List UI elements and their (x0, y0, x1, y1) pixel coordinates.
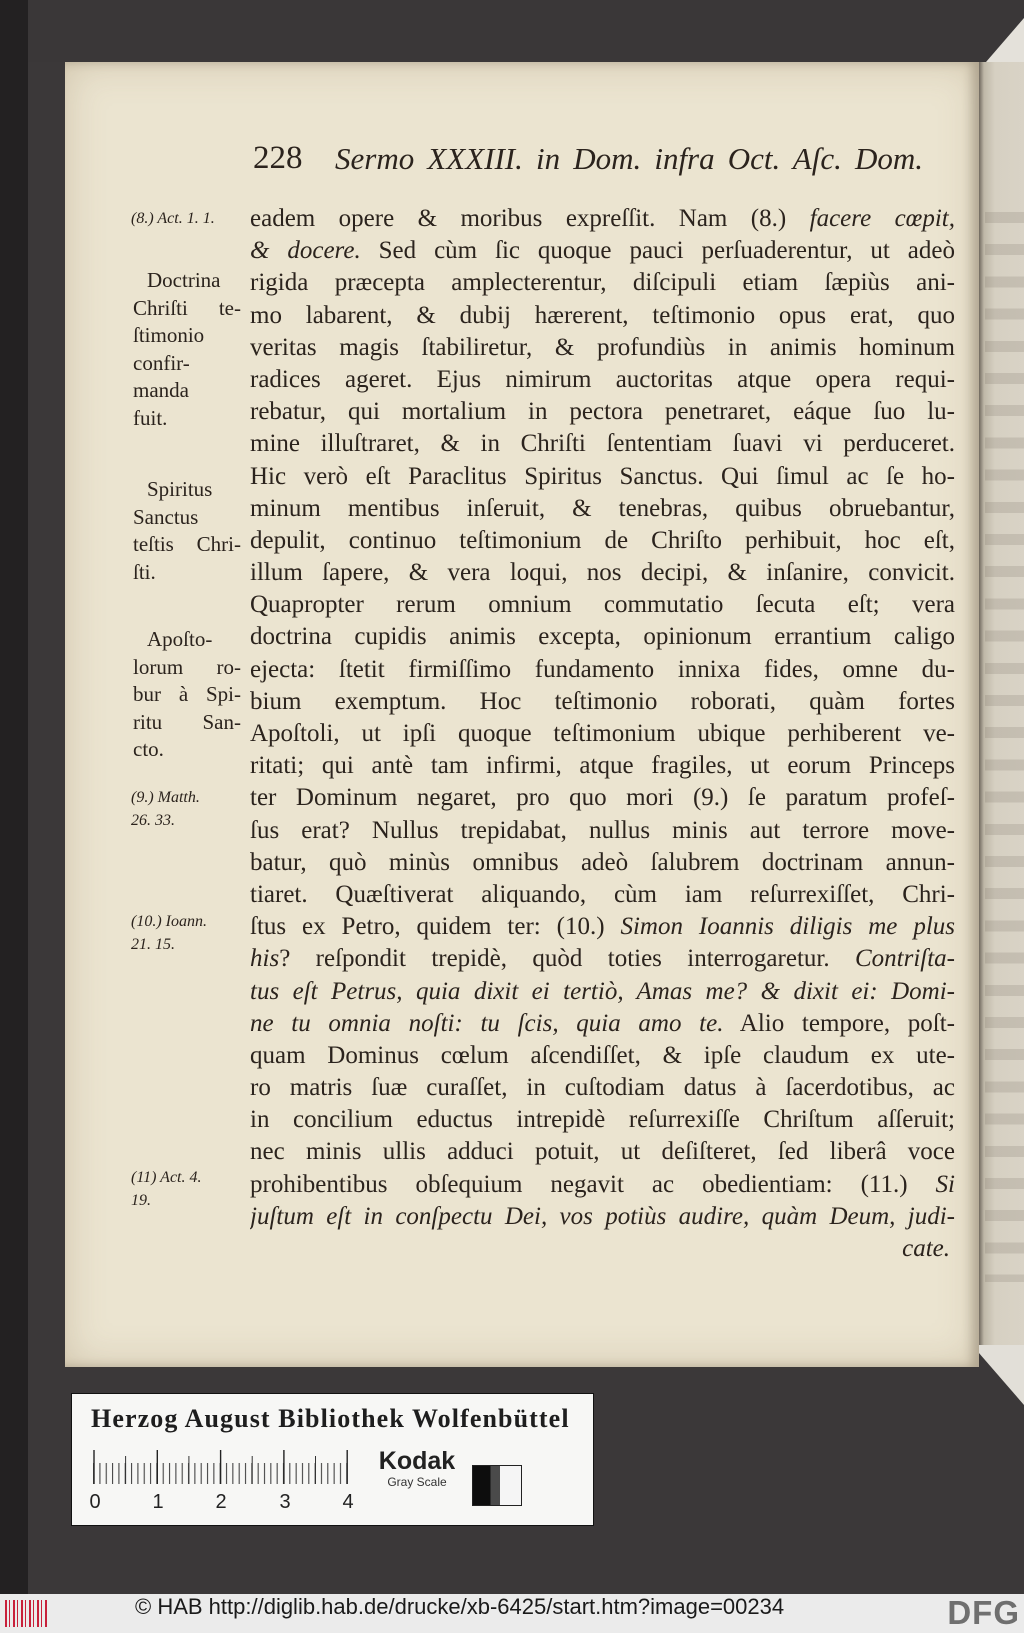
adjacent-page-edge (979, 62, 1024, 1352)
margin-note-doctrina (133, 267, 241, 433)
text-segment: batur, quò minùs omnibus adeò ſalubrem doctrinam annun- (250, 848, 955, 876)
margin-reference-line: 21. 15. (131, 936, 175, 953)
text-segment: eadem opere & moribus expreſſit. Nam (8.) (250, 205, 810, 232)
text-segment: rigida præcepta amplecterentur, diſcipuli etiam ſæpiùs ani- (250, 269, 955, 297)
text-line (250, 911, 955, 943)
margin-note-line: lorum ro- (133, 654, 241, 679)
text-line (250, 847, 955, 879)
italic-text-segment: his (250, 945, 280, 973)
final-word: cate. (902, 1235, 950, 1262)
margin-note-line: Sanctus (133, 504, 199, 529)
text-line (250, 943, 955, 975)
footer-bar (0, 1594, 1024, 1633)
margin-reference-line: (11) Act. 4. (131, 1169, 202, 1186)
text-line (250, 1169, 955, 1201)
margin-note-line: ſti. (133, 559, 156, 584)
text-segment: ſtus ex Petro, quidem ter: (10.) (250, 913, 621, 941)
margin-reference-line: (10.) Ioann. (131, 913, 207, 930)
margin-note-spiritus (133, 476, 241, 586)
text-line (250, 557, 955, 589)
text-segment: depulit, continuo teſtimonium de Chriſto perhibuit, hoc eſt, (250, 526, 955, 554)
italic-text-segment: tus eſt Petrus, quia dixit ei tertiò, Amas me? & dixit ei: Domi- (250, 977, 955, 1005)
text-segment: ter Dominum negaret, pro quo mori (9.) ſe paratum profeſ- (250, 784, 955, 812)
margin-note-line: ſtimonio (133, 323, 205, 348)
text-line (250, 686, 955, 718)
text-segment: Apoſtoli, ut ipſi quoque teſtimonium ubique perhiberent ve- (250, 720, 955, 747)
margin-reference-11 (131, 1166, 243, 1212)
margin-reference-9 (131, 786, 243, 832)
text-line (250, 782, 955, 814)
kodak-logo: Kodak (378, 1447, 456, 1475)
text-line (250, 461, 955, 493)
text-segment: bium exemptum. Hoc teſtimonio roborati, quàm fortes (250, 687, 955, 715)
dfg-logo: DFG (947, 1594, 1020, 1631)
margin-reference-8 (131, 207, 243, 230)
text-segment: illum ſapere, & vera loqui, nos decipi, & inſanire, convicit. (250, 559, 955, 587)
scanner-background-top (28, 0, 1024, 62)
text-segment: ritati; qui antè tam infirmi, atque fragiles, ut eorum Princeps (250, 752, 955, 780)
text-line (250, 815, 955, 847)
text-segment: ? reſpondit trepidè, quòd toties interrogaretur. (279, 945, 855, 973)
margin-note-line: Apoſto- (147, 627, 213, 651)
text-segment: ro matris ſuæ curaſſet, in cuſtodiam datus à ſacerdotibus, ac (250, 1074, 955, 1102)
text-line (250, 428, 955, 460)
text-line (250, 1040, 955, 1072)
ruler-number: 2 (215, 1491, 227, 1513)
text-line (250, 879, 955, 911)
institution-name: Herzog August Bibliothek Wolfenbüttel (91, 1404, 570, 1433)
barcode-icon (5, 1600, 47, 1627)
text-segment: quam Dominus cœlum aſcendiſſet, & ipſe claudum ex ute- (250, 1041, 955, 1069)
margin-note-line: Chriſti te- (133, 295, 241, 320)
text-segment: minum mentibus inſeruit, & tenebras, quibus obruebantur, (250, 494, 955, 522)
copyright-credit: © HAB http://diglib.hab.de/drucke/xb-6425/start.htm?image=00234 (135, 1594, 785, 1619)
text-line (250, 1201, 955, 1233)
page-corner-bottom (972, 1345, 1024, 1405)
margin-note-apostolorum (133, 626, 241, 764)
text-line (250, 267, 955, 299)
color-reference-card (71, 1393, 594, 1526)
text-segment: Alio tempore, poſt- (723, 1009, 955, 1037)
text-line (250, 300, 955, 332)
text-segment: radices ageret. Ejus nimirum auctoritas atque opera requi- (250, 365, 955, 393)
text-segment: in concilium eductus intrepidè reſurrexiſſe Chriſtum aſſeruit; (250, 1106, 955, 1134)
margin-note-line: ritu San- (133, 709, 241, 734)
text-line (250, 1072, 955, 1104)
text-line (250, 654, 955, 686)
text-line (250, 1008, 955, 1040)
text-line (250, 332, 955, 364)
text-segment: mo labarent, & dubij hærerent, teſtimonio opus erat, quo (250, 301, 955, 329)
text-line (250, 589, 955, 621)
margin-note-line: teſtis Chri- (133, 532, 241, 557)
italic-text-segment: facere cœpit, (809, 205, 955, 232)
ruler-number: 0 (89, 1491, 101, 1513)
italic-text-segment: Simon Ioannis diligis me plus (620, 913, 955, 941)
text-segment: doctrina cupidis animis excepta, opinionum errantium caligo (250, 623, 955, 651)
margin-reference-line: 26. 33. (131, 812, 175, 829)
text-line (250, 621, 955, 653)
margin-reference-line: 19. (131, 1192, 151, 1209)
margin-note-line: cto. (133, 737, 164, 762)
italic-text-segment: Si (935, 1170, 955, 1198)
margin-reference-10 (131, 910, 243, 956)
text-line (250, 493, 955, 525)
text-line (250, 976, 955, 1008)
text-segment: Sed cùm ſic quoque pauci perſuaderentur, ut adeò (360, 237, 955, 265)
italic-text-segment: juſtum eſt in conſpectu Dei, vos potiùs audire, quàm Deum, judi- (250, 1202, 955, 1230)
margin-note-line: Spiritus (147, 477, 213, 501)
text-segment: Quapropter rerum omnium commutatio ſecuta eſt; vera (250, 591, 955, 619)
text-segment: prohibentibus obſequium negavit ac obedientiam: (11.) (250, 1170, 936, 1198)
text-line (250, 1136, 955, 1168)
ruler-number: 4 (342, 1491, 354, 1513)
text-segment: tiaret. Quæſtiverat aliquando, cùm iam reſurrexiſſet, Chri- (250, 880, 955, 908)
text-line (250, 718, 955, 750)
text-line (250, 396, 955, 428)
running-title: Sermo XXXIII. in Dom. infra Oct. Aſc. Dom. (335, 141, 923, 176)
text-line (250, 525, 955, 557)
ruler-number: 3 (279, 1491, 291, 1513)
italic-text-segment: Contriſta- (854, 945, 955, 973)
page-number: 228 (253, 140, 303, 176)
text-segment: Hic verò eſt Paraclitus Spiritus Sanctus. Qui ſimul ac ſe ho- (250, 462, 955, 490)
text-line (250, 235, 955, 267)
margin-reference-line: (8.) Act. 1. 1. (131, 210, 215, 227)
main-text-column (250, 203, 955, 1233)
scale-ruler (93, 1450, 349, 1484)
text-segment: ſus erat? Nullus trepidabat, nullus minis aut terrore move- (250, 816, 955, 844)
text-line (250, 364, 955, 396)
gray-scale-label: Gray Scale (387, 1475, 447, 1489)
italic-text-segment: ne tu omnia noſti: tu ſcis, quia amo te. (250, 1009, 724, 1037)
text-segment: nec minis ullis adduci potuit, ut deſiſteret, ſed liberâ voce (250, 1138, 955, 1166)
margin-note-line: confir- (133, 350, 190, 375)
margin-note-line: bur à Spi- (133, 682, 241, 707)
scanner-background-strip (0, 0, 28, 1594)
ruler-number: 1 (152, 1491, 164, 1513)
margin-note-line: Doctrina (147, 268, 221, 292)
margin-reference-line: (9.) Matth. (131, 789, 200, 806)
margin-note-line: manda (133, 378, 189, 403)
margin-note-line: fuit. (133, 405, 168, 430)
text-segment: ejecta: ſtetit firmiſſimo fundamento innixa fides, omne du- (250, 655, 955, 683)
text-segment: mine illuſtraret, & in Chriſti ſententiam ſuavi vi perduceret. (250, 430, 955, 458)
gray-scale-swatch (472, 1465, 522, 1506)
text-line (250, 203, 955, 235)
text-line (250, 1104, 955, 1136)
text-line (250, 750, 955, 782)
text-segment: veritas magis ſtabiliretur, & profundiùs in animis hominum (250, 333, 955, 361)
text-segment: rebatur, qui mortalium in pectora penetraret, eáque ſuo lu- (250, 398, 955, 426)
italic-text-segment: & docere. (250, 237, 361, 265)
